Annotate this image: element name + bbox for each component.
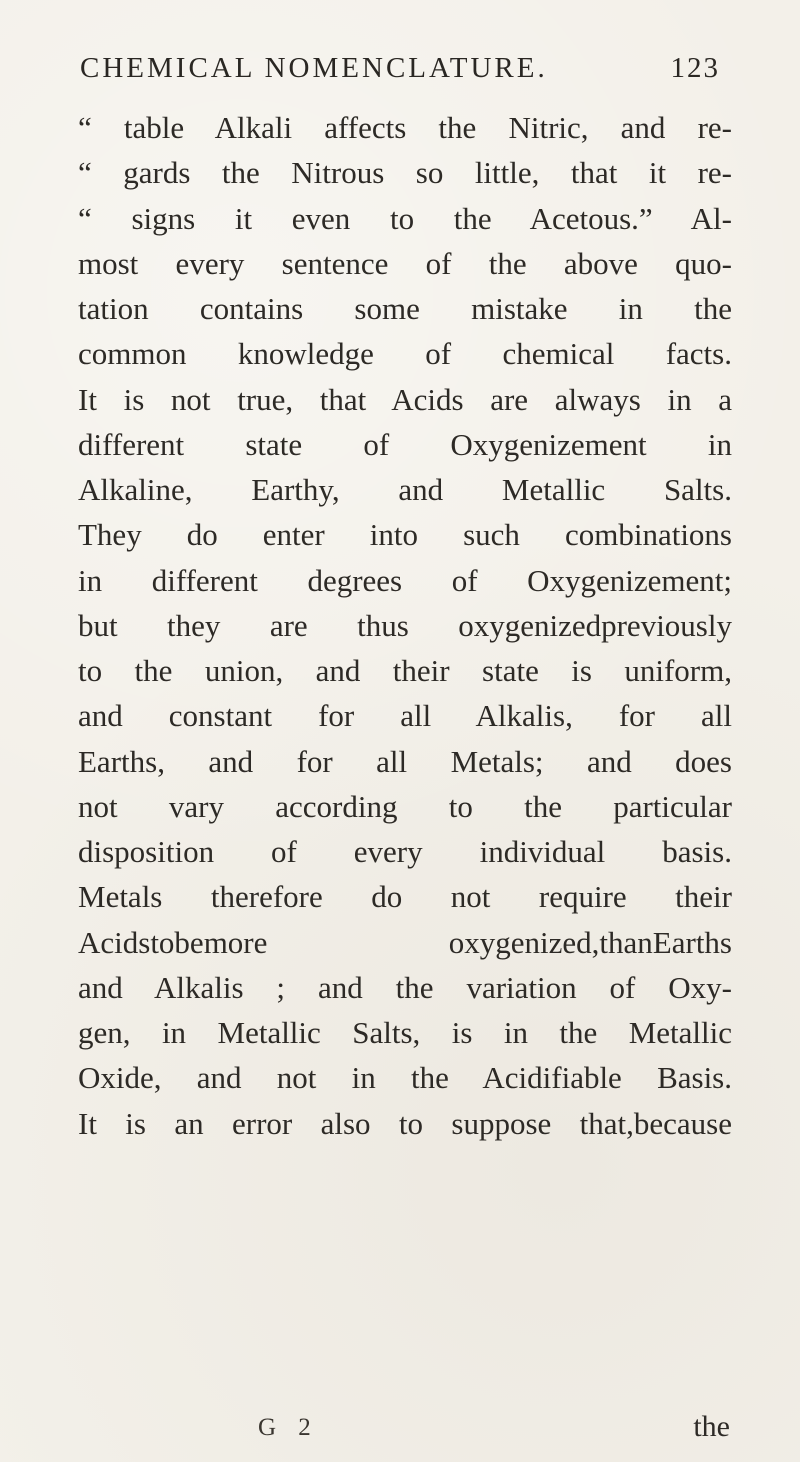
text-line: It is an error also to suppose that,because: [78, 1105, 732, 1141]
text-line: “ gards the Nitrous so little, that it re-: [78, 155, 732, 191]
text-line: not vary according to the particular: [78, 788, 732, 824]
signature-mark: G 2: [258, 1414, 319, 1441]
text-line: They do enter into such combinations: [78, 517, 732, 553]
text-line: different state of Oxygenizement in: [78, 426, 732, 462]
page-number: 123: [670, 52, 720, 84]
text-line: Alkaline, Earthy, and Metallic Salts.: [78, 472, 732, 507]
body-text: [78, 105, 732, 1146]
text-line: most every sentence of the above quo-: [78, 245, 732, 281]
text-line: but they are thus oxygenizedpreviously: [78, 607, 732, 643]
text-line: Acidstobemore oxygenized,thanEarths: [78, 924, 732, 960]
running-head: [80, 52, 720, 100]
catchword: the: [693, 1410, 730, 1443]
text-line: It is not true, that Acids are always in a: [78, 381, 732, 417]
text-line: common knowledge of chemical facts.: [78, 336, 732, 372]
text-line: Earths, and for all Metals; and does: [78, 743, 732, 779]
text-line: “ table Alkali affects the Nitric, and re-: [78, 110, 732, 145]
text-line: and constant for all Alkalis, for all: [78, 698, 732, 734]
text-line: disposition of every individual basis.: [78, 834, 732, 869]
text-line: gen, in Metallic Salts, is in the Metallic: [78, 1015, 732, 1050]
text-line: “ signs it even to the Acetous.” Al-: [78, 200, 732, 236]
text-line: Oxide, and not in the Acidifiable Basis.: [78, 1060, 732, 1096]
text-line: to the union, and their state is uniform,: [78, 653, 732, 688]
text-line: and Alkalis ; and the variation of Oxy-: [78, 969, 732, 1005]
text-line: Metals therefore do not require their: [78, 879, 732, 915]
running-title: CHEMICAL NOMENCLATURE.: [80, 52, 548, 84]
page-footer: [80, 1410, 730, 1454]
text-line: in different degrees of Oxygenizement;: [78, 562, 732, 598]
text-line: tation contains some mistake in the: [78, 291, 732, 326]
